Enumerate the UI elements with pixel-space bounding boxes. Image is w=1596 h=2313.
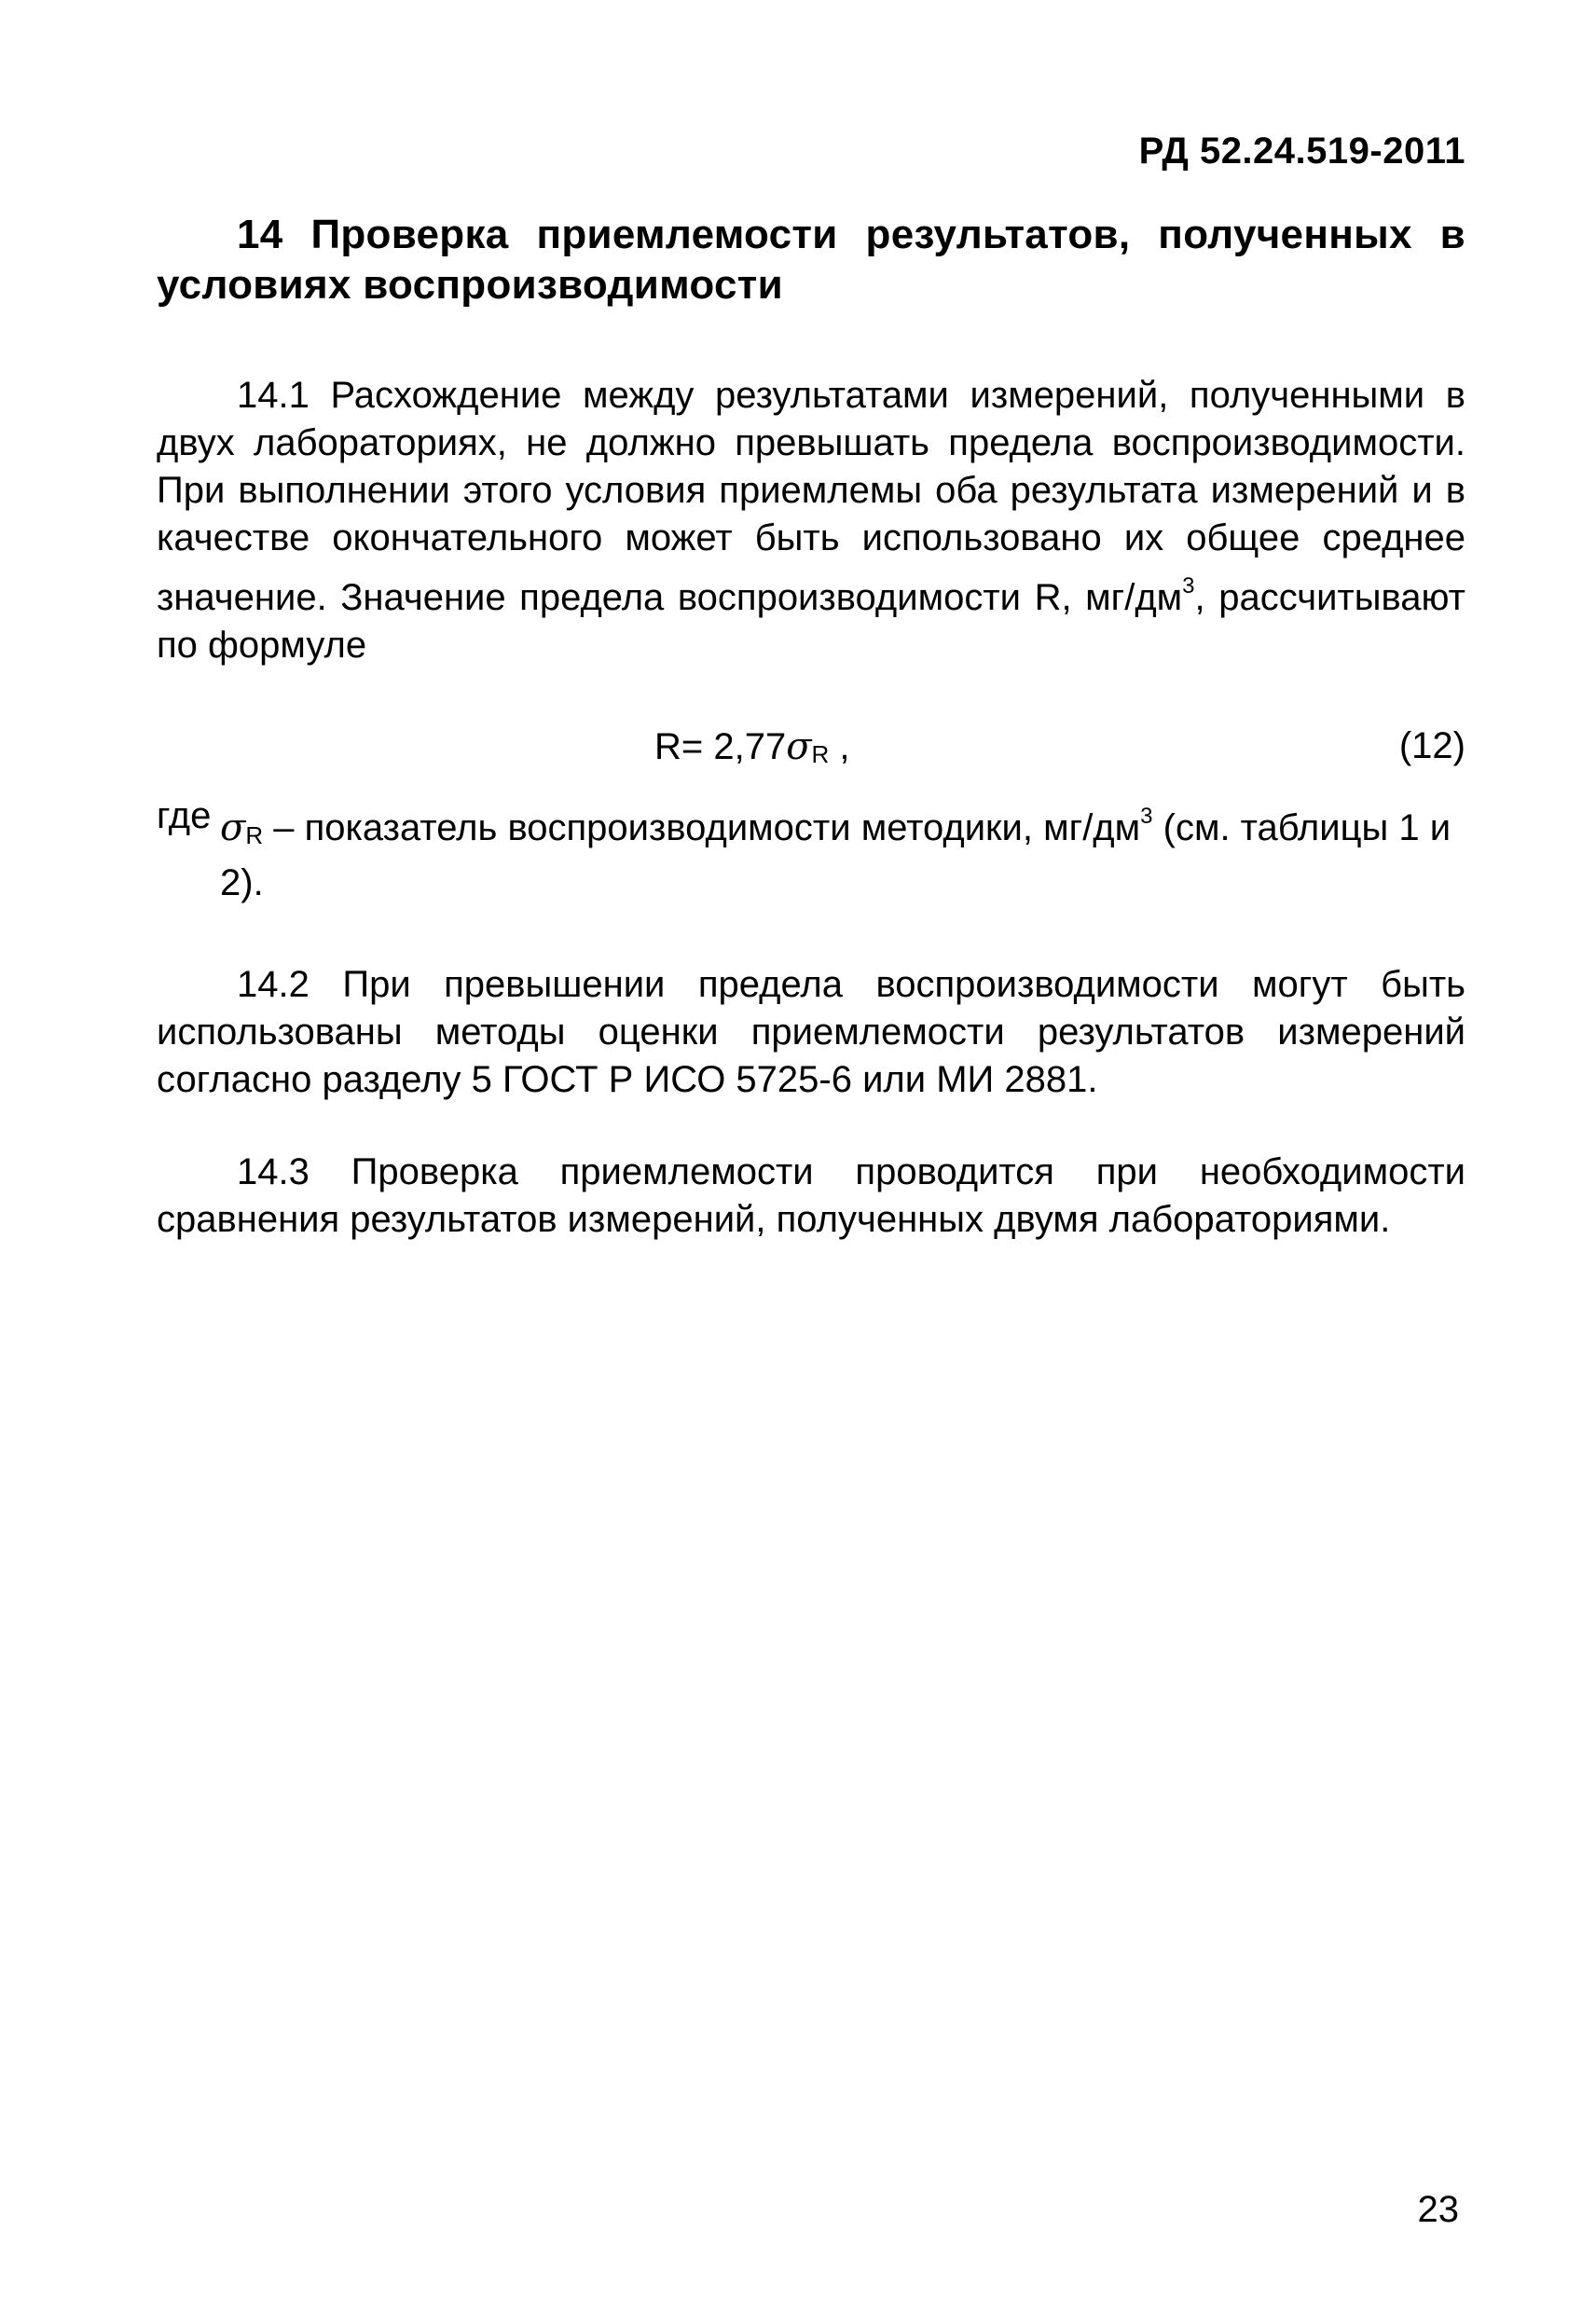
formula-number: (12)	[1398, 725, 1465, 766]
formula-row	[157, 718, 1465, 783]
unit-exponent: 3	[1140, 804, 1153, 829]
document-code: РД 52.24.519-2011	[1138, 131, 1465, 172]
where-text	[220, 792, 1465, 907]
sigma-subscript: R	[811, 740, 830, 768]
paragraph-14-1	[157, 372, 1465, 669]
sigma-subscript: R	[245, 821, 264, 849]
paragraph-14-1-text-end: , рассчитывают по формуле	[157, 577, 1465, 666]
page-content	[157, 210, 1465, 1244]
section-title: 14 Проверка приемлемости результатов, полученных в условиях воспроизводимости	[157, 212, 1465, 308]
where-text-body: – показатель воспроизводимости методики, мг/дм	[263, 807, 1141, 848]
paragraph-14-3: 14.3 Проверка приемлемости проводится при необходимости сравнения результатов измерений, полученных двумя лабораториями.	[157, 1151, 1465, 1240]
where-word: где	[157, 795, 212, 836]
where-explanation	[157, 792, 1465, 907]
formula-trailing: ,	[829, 726, 850, 767]
unit-exponent: 3	[1182, 573, 1195, 599]
sigma-symbol: σ	[220, 806, 246, 849]
formula	[654, 725, 850, 769]
paragraph-14-2: 14.2 При превышении предела воспроизводимости могут быть использованы методы оценки приемлемости результатов измерений согласно разделу 5 ГОСТ Р ИСО 5725-6 или МИ 2881.	[157, 964, 1465, 1100]
paragraph-14-1-text: 14.1 Расхождение между результатами измерений, полученными в двух лабораториях, не должно превышать предела воспроизводимости. При выполнении этого условия приемлемы оба результата измерений и в качестве окончательного может быть использовано их общее среднее значение. Значение предела воспроизводимости R, мг/дм	[157, 375, 1465, 618]
sigma-symbol: σ	[786, 725, 812, 768]
page-number: 23	[1417, 2189, 1459, 2230]
formula-left: R= 2,77	[654, 726, 787, 767]
where-text-end: (см. таблицы 1 и 2).	[220, 807, 1452, 903]
